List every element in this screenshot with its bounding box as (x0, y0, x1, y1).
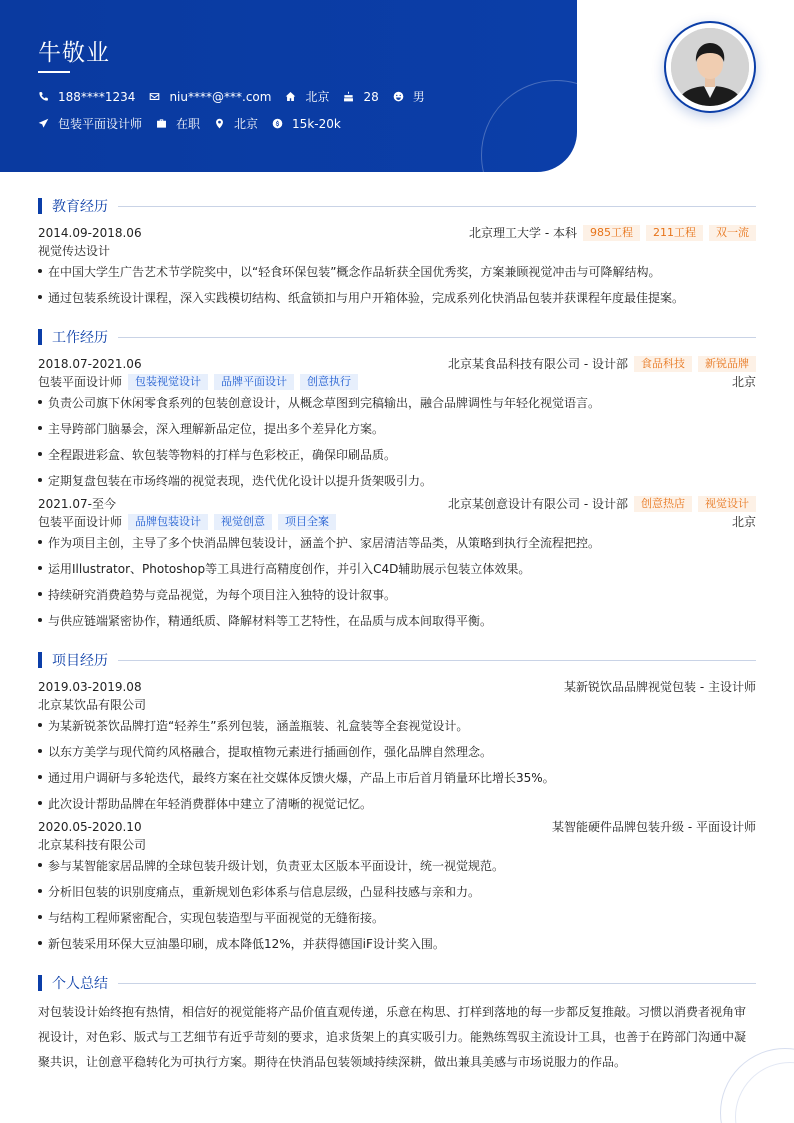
avatar-frame (664, 21, 756, 113)
work-role: 包装平面设计师 (38, 375, 123, 389)
work-bullet: 主导跨部门脑暴会，深入理解新品定位，提出多个差异化方案。 (38, 420, 756, 437)
avatar (671, 28, 749, 106)
education-major: 视觉传达设计 (38, 244, 111, 258)
work-heading: 工作经历 (52, 330, 108, 346)
project-company-row (38, 696, 756, 713)
school-tag: 985工程 (583, 225, 640, 241)
company-tag: 视觉设计 (698, 496, 756, 512)
title-bar (38, 198, 42, 214)
project-section-title (38, 650, 756, 670)
company-tag: 新锐品牌 (698, 356, 756, 372)
work-bullet: 作为项目主创，主导了多个快消品牌包装设计，涵盖个护、家居清洁等品类，从策略到执行全流程把控。 (38, 534, 756, 551)
work-location: 北京 (731, 375, 756, 389)
company-tag: 食品科技 (634, 356, 692, 372)
email-item (149, 90, 271, 104)
city-item (214, 115, 258, 132)
work-header-row (38, 355, 756, 372)
work-date: 2021.07-至今 (38, 497, 116, 511)
project-bullet: 通过用户调研与多轮迭代，最终方案在社交媒体反馈火爆，产品上市后首月销量环比增长35%。 (38, 769, 756, 786)
project-company: 北京某饮品有限公司 (38, 698, 147, 712)
salary-item (272, 117, 341, 131)
mail-icon (149, 91, 160, 102)
role-tag: 视觉创意 (214, 514, 272, 530)
role-tag: 包装视觉设计 (128, 374, 208, 390)
summary-section-title (38, 973, 756, 993)
candidate-name: 牛敬业 (38, 40, 110, 66)
project-company-row (38, 836, 756, 853)
education-major-row (38, 242, 756, 259)
header-banner (0, 0, 577, 172)
work-role-row (38, 373, 756, 390)
cake-icon (343, 91, 354, 102)
education-heading: 教育经历 (52, 199, 108, 215)
salary-text: 15k-20k (292, 116, 341, 131)
project-header-row (38, 678, 756, 695)
decorative-circle (481, 80, 577, 172)
job-intent-row (38, 115, 355, 132)
title-line (118, 206, 756, 207)
briefcase-icon (156, 118, 167, 129)
gender-item (393, 88, 425, 105)
email-text: niu****@***.com (169, 89, 272, 104)
project-bullet: 新包装采用环保大豆油墨印刷，成本降低12%，并获得德国iF设计奖入围。 (38, 935, 756, 952)
education-date: 2014.09-2018.06 (38, 225, 142, 240)
work-role: 包装平面设计师 (38, 515, 123, 529)
title-bar (38, 975, 42, 991)
title-line (118, 660, 756, 661)
work-company-group (448, 495, 756, 512)
project-bullet: 此次设计帮助品牌在年轻消费群体中建立了清晰的视觉记忆。 (38, 795, 756, 812)
project-bullet: 分析旧包装的识别度痛点，重新规划色彩体系与信息层级，凸显科技感与亲和力。 (38, 883, 756, 900)
name-underline (38, 71, 70, 73)
project-header-row (38, 818, 756, 835)
project-bullet: 为某新锐茶饮品牌打造“轻养生”系列包装，涵盖瓶装、礼盒装等全套视觉设计。 (38, 717, 756, 734)
send-icon (38, 118, 49, 129)
work-bullet: 定期复盘包装在市场终端的视觉表现，迭代优化设计以提升货架吸引力。 (38, 472, 756, 489)
education-bullet: 在中国大学生广告艺术节学院奖中，以“轻食环保包装”概念作品斩获全国优秀奖，方案兼顾视觉冲击与可降解结构。 (38, 263, 756, 280)
work-header-row (38, 495, 756, 512)
gender-text: 男 (412, 90, 425, 104)
education-header-row (38, 224, 756, 241)
work-bullet: 与供应链端紧密协作，精通纸质、降解材料等工艺特性，在品质与成本间取得平衡。 (38, 612, 756, 629)
work-bullet: 全程跟进彩盒、软包装等物料的打样与色彩校正，确保印刷品质。 (38, 446, 756, 463)
work-bullet: 持续研究消费趋势与竞品视觉，为每个项目注入独特的设计叙事。 (38, 586, 756, 603)
education-school-group (469, 224, 756, 241)
role-tag: 品牌包装设计 (128, 514, 208, 530)
project-name-role: 某智能硬件品牌包装升级 - 平面设计师 (552, 820, 756, 834)
work-company-group (448, 355, 756, 372)
title-bar (38, 652, 42, 668)
age-text: 28 (363, 89, 379, 104)
contact-row (38, 88, 439, 105)
status-text: 在职 (176, 117, 201, 131)
project-date: 2020.05-2020.10 (38, 819, 142, 834)
phone-item (38, 90, 135, 104)
work-location: 北京 (731, 515, 756, 529)
face-icon (393, 91, 404, 102)
education-school: 北京理工大学 - 本科 (469, 226, 577, 240)
money-icon (272, 118, 283, 129)
work-bullet: 负责公司旗下休闲零食系列的包装创意设计，从概念草图到完稿输出，融合品牌调性与年轻化视觉语言。 (38, 394, 756, 411)
work-company: 北京某食品科技有限公司 - 设计部 (448, 357, 628, 371)
work-date: 2018.07-2021.06 (38, 356, 142, 371)
work-role-group (38, 513, 336, 530)
phone-text: 188****1234 (58, 89, 136, 104)
role-tag: 项目全案 (278, 514, 336, 530)
project-name-role: 某新锐饮品品牌视觉包装 - 主设计师 (564, 680, 756, 694)
project-bullet: 与结构工程师紧密配合，实现包装造型与平面视觉的无缝衔接。 (38, 909, 756, 926)
job-target-item (38, 115, 142, 132)
city-text: 北京 (234, 117, 259, 131)
company-tag: 创意热店 (634, 496, 692, 512)
age-item (343, 90, 378, 104)
hometown-item (285, 88, 329, 105)
status-item (156, 115, 200, 132)
phone-icon (38, 91, 49, 102)
avatar-photo (671, 28, 749, 106)
title-line (118, 983, 756, 984)
home-icon (285, 91, 296, 102)
title-bar (38, 329, 42, 345)
project-company: 北京某科技有限公司 (38, 838, 147, 852)
title-line (118, 337, 756, 338)
work-bullet: 运用Illustrator、Photoshop等工具进行高精度创作，并引入C4D辅助展示包装立体效果。 (38, 560, 756, 577)
job-target-text: 包装平面设计师 (58, 117, 143, 131)
work-role-group (38, 373, 358, 390)
project-bullet: 参与某智能家居品牌的全球包装升级计划，负责亚太区版本平面设计，统一视觉规范。 (38, 857, 756, 874)
role-tag: 品牌平面设计 (214, 374, 294, 390)
project-heading: 项目经历 (52, 653, 108, 669)
work-role-row (38, 513, 756, 530)
hometown-text: 北京 (305, 90, 330, 104)
location-pin-icon (214, 118, 225, 129)
school-tag: 双一流 (709, 225, 756, 241)
project-bullet: 以东方美学与现代简约风格融合，提取植物元素进行插画创作，强化品牌自然理念。 (38, 743, 756, 760)
work-company: 北京某创意设计有限公司 - 设计部 (448, 497, 628, 511)
work-section-title (38, 327, 756, 347)
role-tag: 创意执行 (300, 374, 358, 390)
education-bullet: 通过包装系统设计课程，深入实践模切结构、纸盒锁扣与用户开箱体验，完成系列化快消品包装并获课程年度最佳提案。 (38, 289, 756, 306)
summary-text: 对包装设计始终抱有热情，相信好的视觉能将产品价值直观传递，乐意在构思、打样到落地的每一步都反复推敲。习惯以消费者视角审视设计，对色彩、版式与工艺细节有近乎苛刻的要求，追求货架上的真实吸引力。能熟练驾驭主流设计工具，也善于在跨部门沟通中凝聚共识，让创意平稳转化为可执行方案。期待在快消品包装领域持续深耕，做出兼具美感与市场说服力的作品。 (38, 1005, 747, 1069)
project-date: 2019.03-2019.08 (38, 679, 142, 694)
education-section-title (38, 196, 756, 216)
school-tag: 211工程 (646, 225, 703, 241)
summary-heading: 个人总结 (52, 976, 108, 992)
